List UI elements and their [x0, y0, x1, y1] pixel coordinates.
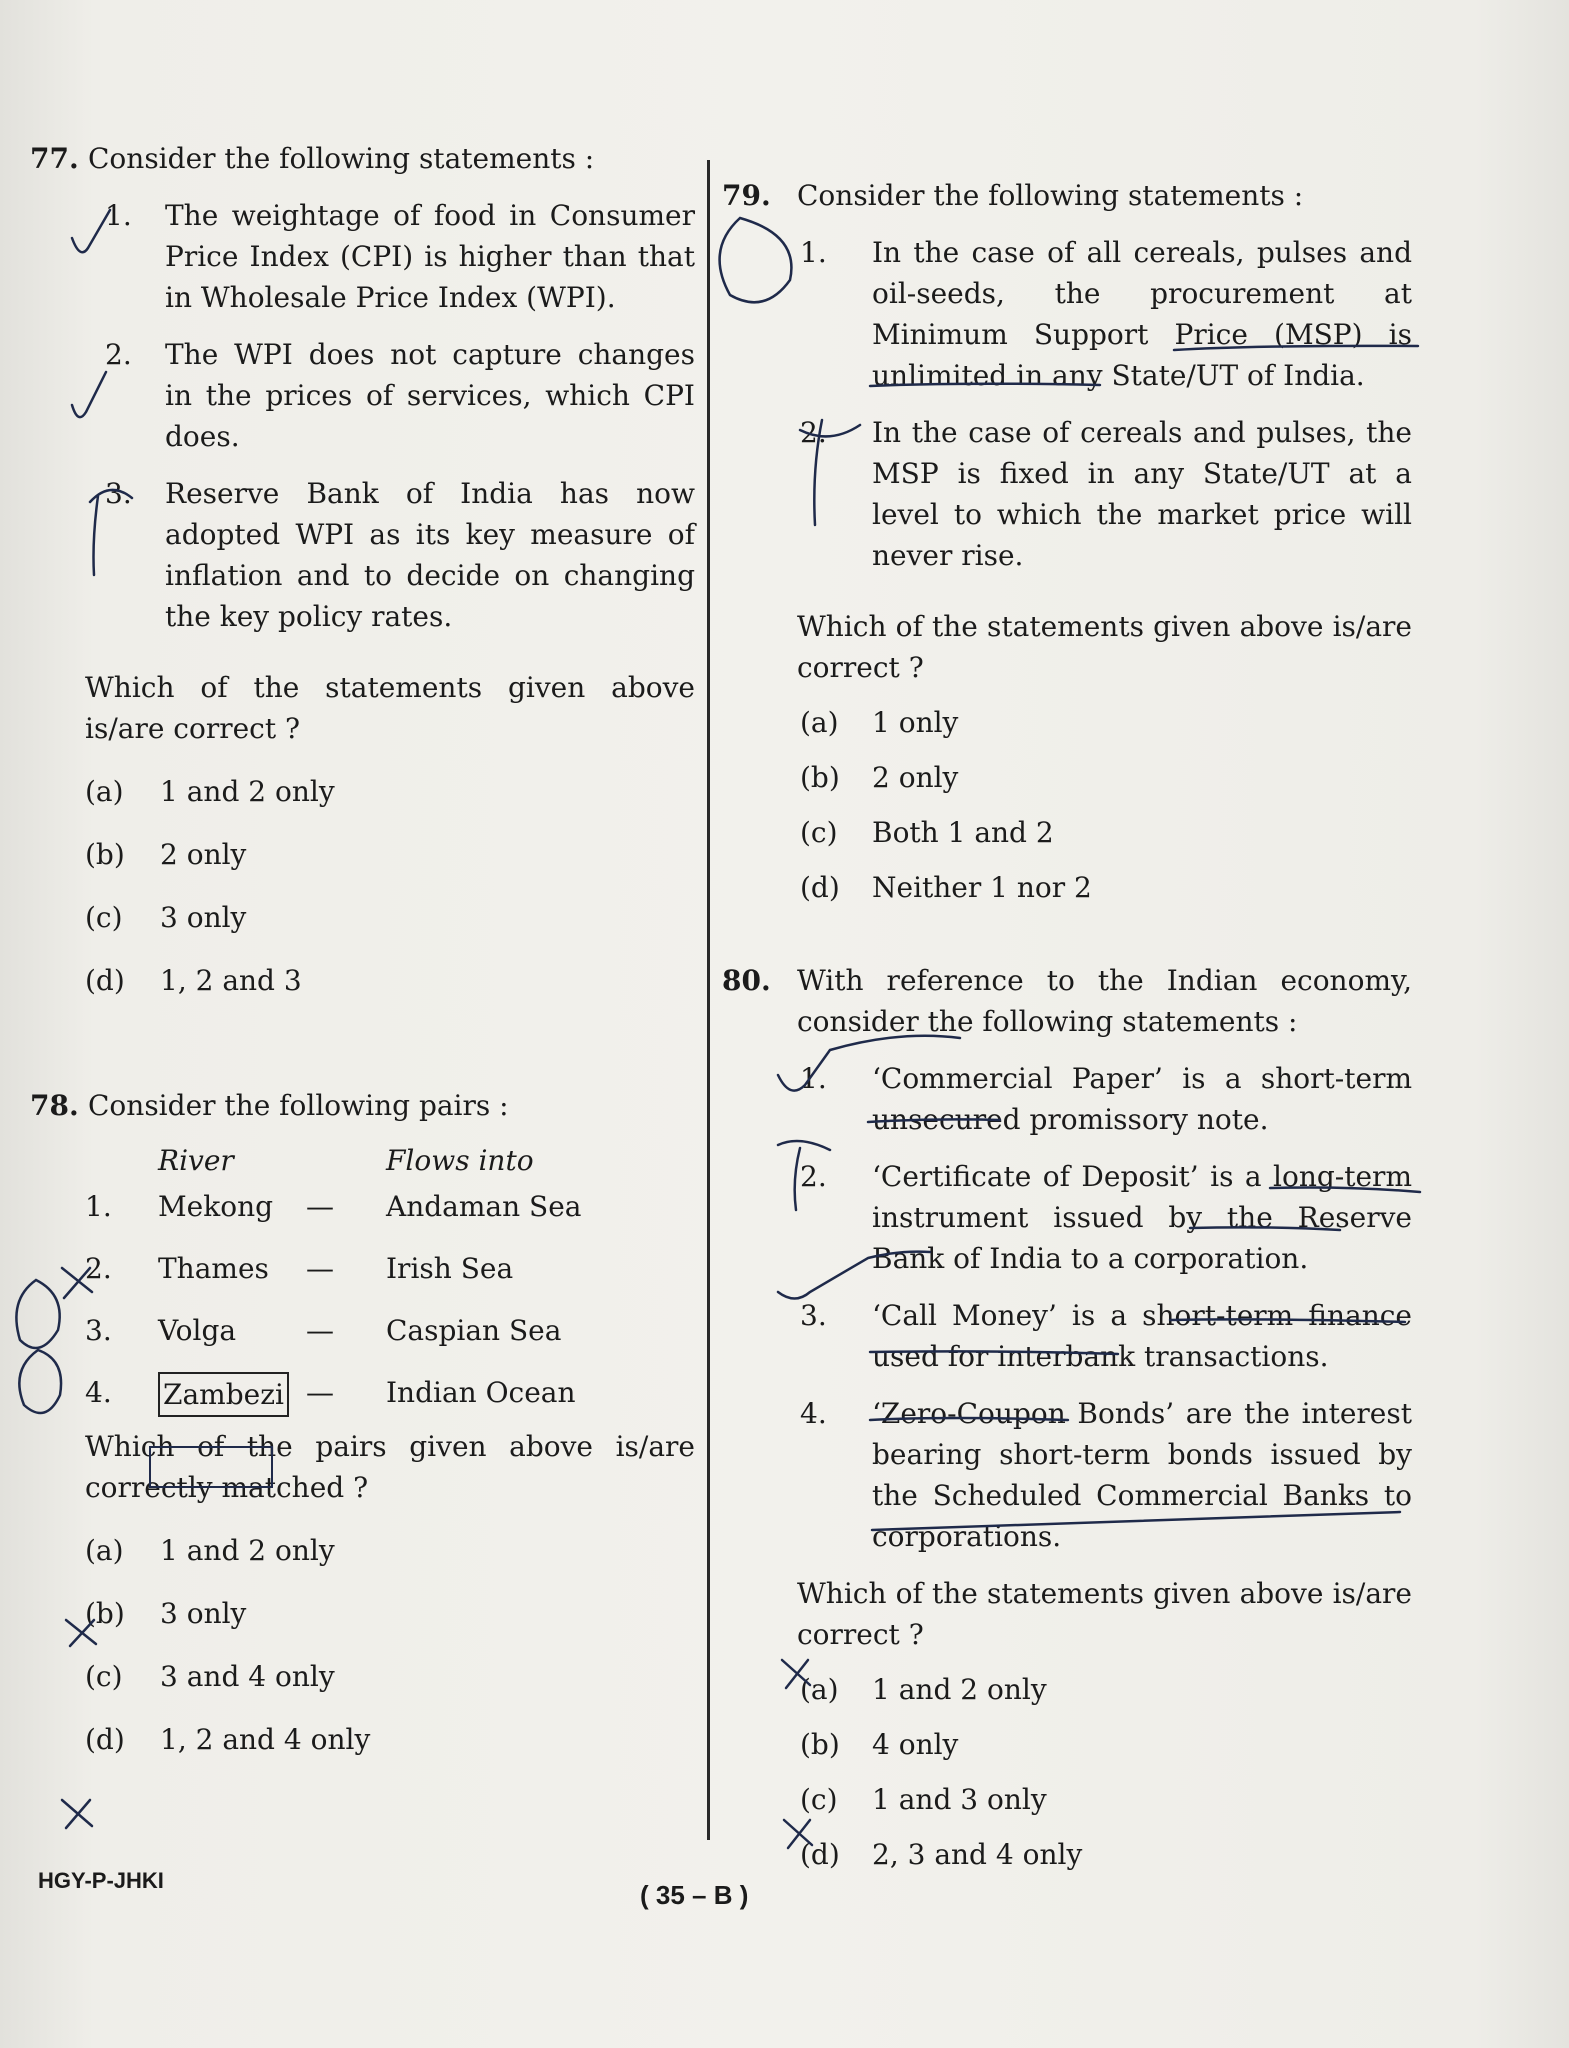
question-number: 79. [722, 179, 771, 212]
question-text: With reference to the Indian economy, consider the following statements : [797, 964, 1412, 1038]
statement [722, 1156, 1412, 1279]
question-number: 80. [722, 964, 771, 997]
question-77-header [30, 138, 695, 179]
option-letter: (c) [800, 1783, 838, 1816]
question-text: Consider the following statements : [797, 179, 1304, 212]
statement [722, 1295, 1412, 1377]
pair-flows-into: Andaman Sea [386, 1190, 582, 1223]
answer-option[interactable] [722, 1669, 1412, 1710]
question-text: Consider the following pairs : [88, 1089, 509, 1122]
question-prompt: Which of the statements given above is/are correct ? [797, 610, 1412, 684]
answer-option[interactable] [30, 1719, 695, 1760]
pair-number: 4. [85, 1376, 112, 1409]
option-letter: (c) [85, 901, 123, 934]
question-79 [722, 175, 1412, 908]
pair-flows-into: Caspian Sea [386, 1314, 562, 1347]
pair-row [30, 1248, 695, 1310]
statement-number: 1. [800, 236, 827, 269]
statement [722, 1058, 1412, 1140]
pair-river-boxed: Zambezi [158, 1372, 289, 1417]
statement-number: 3. [105, 477, 132, 510]
pairs-table-header [30, 1140, 695, 1186]
column-divider [707, 160, 710, 1840]
option-text: 2 only [160, 838, 247, 871]
pair-number: 1. [85, 1190, 112, 1223]
statement-number: 1. [800, 1062, 827, 1095]
pair-river: Volga [158, 1314, 237, 1347]
statement [722, 232, 1412, 396]
statement-number: 2. [105, 338, 132, 371]
paper-code: HGY-P-JHKI [38, 1868, 164, 1893]
option-letter: (a) [800, 706, 839, 739]
option-letter: (d) [85, 964, 125, 997]
column-header-river: River [158, 1144, 234, 1177]
right-column [722, 175, 1412, 1875]
statement [722, 412, 1412, 576]
statement-number: 4. [800, 1397, 827, 1430]
option-text: Both 1 and 2 [872, 816, 1054, 849]
option-letter: (c) [800, 816, 838, 849]
statement-text: ‘Zero-Coupon Bonds’ are the interest bearing short-term bonds issued by the Scheduled Commercial Banks to corporations. [872, 1397, 1412, 1553]
statement-text: ‘Call Money’ is a short-term finance used for interbank transactions. [872, 1299, 1412, 1373]
statement-text: In the case of cereals and pulses, the MSP is fixed in any State/UT at a level to which the market price will never rise. [872, 416, 1412, 572]
option-text: 1, 2 and 3 [160, 964, 302, 997]
answer-option[interactable] [722, 867, 1412, 908]
statement-number: 3. [800, 1299, 827, 1332]
question-prompt: Which of the statements given above is/are correct ? [797, 1577, 1412, 1651]
option-letter: (a) [85, 775, 124, 808]
statement [30, 473, 695, 637]
pair-row [30, 1186, 695, 1248]
pair-dash: — [306, 1314, 334, 1347]
option-letter: (a) [85, 1534, 124, 1567]
option-letter: (d) [800, 871, 840, 904]
question-78-header [30, 1085, 695, 1126]
statement-text: ‘Commercial Paper’ is a short-term unsecured promissory note. [872, 1062, 1412, 1136]
option-text: Neither 1 nor 2 [872, 871, 1092, 904]
option-text: 3 and 4 only [160, 1660, 335, 1693]
answer-option[interactable] [30, 1530, 695, 1571]
option-letter: (a) [800, 1673, 839, 1706]
option-text: 1 and 2 only [872, 1673, 1047, 1706]
answer-option[interactable] [30, 1656, 695, 1697]
question-80-header [722, 960, 1412, 1042]
pair-dash: — [306, 1252, 334, 1285]
pair-row [30, 1310, 695, 1372]
question-number: 77. [30, 142, 79, 175]
pair-river: Mekong [158, 1190, 274, 1223]
option-text: 1 and 2 only [160, 1534, 335, 1567]
statement-text: In the case of all cereals, pulses and oil-seeds, the procurement at Minimum Support Price (MSP) is unlimited in any State/UT of India. [872, 236, 1412, 392]
option-letter: (d) [800, 1838, 840, 1871]
option-letter: (d) [85, 1723, 125, 1756]
pair-flows-into: Indian Ocean [386, 1376, 576, 1409]
pair-number: 3. [85, 1314, 112, 1347]
option-text: 2 only [872, 761, 959, 794]
answer-option[interactable] [722, 702, 1412, 743]
statement-text: Reserve Bank of India has now adopted WPI as its key measure of inflation and to decide on changing the key policy rates. [165, 477, 695, 633]
answer-option[interactable] [722, 1724, 1412, 1765]
pair-dash: — [306, 1376, 334, 1409]
statement [30, 334, 695, 457]
statement-number: 2. [800, 416, 827, 449]
answer-option[interactable] [30, 897, 695, 938]
question-78 [30, 1085, 695, 1760]
answer-option[interactable] [722, 757, 1412, 798]
option-text: 3 only [160, 901, 247, 934]
question-number: 78. [30, 1089, 79, 1122]
answer-option[interactable] [722, 1834, 1412, 1875]
column-header-flows-into: Flows into [386, 1144, 534, 1177]
pair-row [30, 1372, 695, 1426]
statement-number: 1. [105, 199, 132, 232]
statement [722, 1393, 1412, 1557]
option-text: 1 only [872, 706, 959, 739]
statement-text: The weightage of food in Consumer Price Index (CPI) is higher than that in Wholesale Price Index (WPI). [165, 199, 695, 314]
pair-flows-into: Irish Sea [386, 1252, 514, 1285]
option-text: 4 only [872, 1728, 959, 1761]
question-prompt: Which of the pairs given above is/are correctly matched ? [85, 1430, 695, 1504]
answer-option[interactable] [30, 771, 695, 812]
left-column [30, 138, 695, 1760]
pair-river: Thames [158, 1252, 269, 1285]
statement-text: ‘Certificate of Deposit’ is a long-term instrument issued by the Reserve Bank of India to a corporation. [872, 1160, 1412, 1275]
pair-number: 2. [85, 1252, 112, 1285]
answer-option[interactable] [30, 834, 695, 875]
page-number: ( 35 – B ) [640, 1880, 749, 1910]
question-79-header [722, 175, 1412, 216]
question-text: Consider the following statements : [88, 142, 595, 175]
statement-number: 2. [800, 1160, 827, 1193]
question-80 [722, 960, 1412, 1875]
statement [30, 195, 695, 318]
option-letter: (c) [85, 1660, 123, 1693]
question-77 [30, 138, 695, 1001]
option-text: 2, 3 and 4 only [872, 1838, 1083, 1871]
answer-option[interactable] [722, 812, 1412, 853]
cross-mark [62, 1800, 92, 1828]
option-letter: (b) [85, 1597, 125, 1630]
answer-option[interactable] [30, 960, 695, 1001]
pair-dash: — [306, 1190, 334, 1223]
option-letter: (b) [85, 838, 125, 871]
question-prompt: Which of the statements given above is/are correct ? [85, 671, 695, 745]
option-text: 1, 2 and 4 only [160, 1723, 371, 1756]
statement-text: The WPI does not capture changes in the prices of services, which CPI does. [165, 338, 695, 453]
option-text: 1 and 2 only [160, 775, 335, 808]
option-letter: (b) [800, 761, 840, 794]
option-letter: (b) [800, 1728, 840, 1761]
answer-option[interactable] [722, 1779, 1412, 1820]
option-text: 3 only [160, 1597, 247, 1630]
answer-option[interactable] [30, 1593, 695, 1634]
option-text: 1 and 3 only [872, 1783, 1047, 1816]
